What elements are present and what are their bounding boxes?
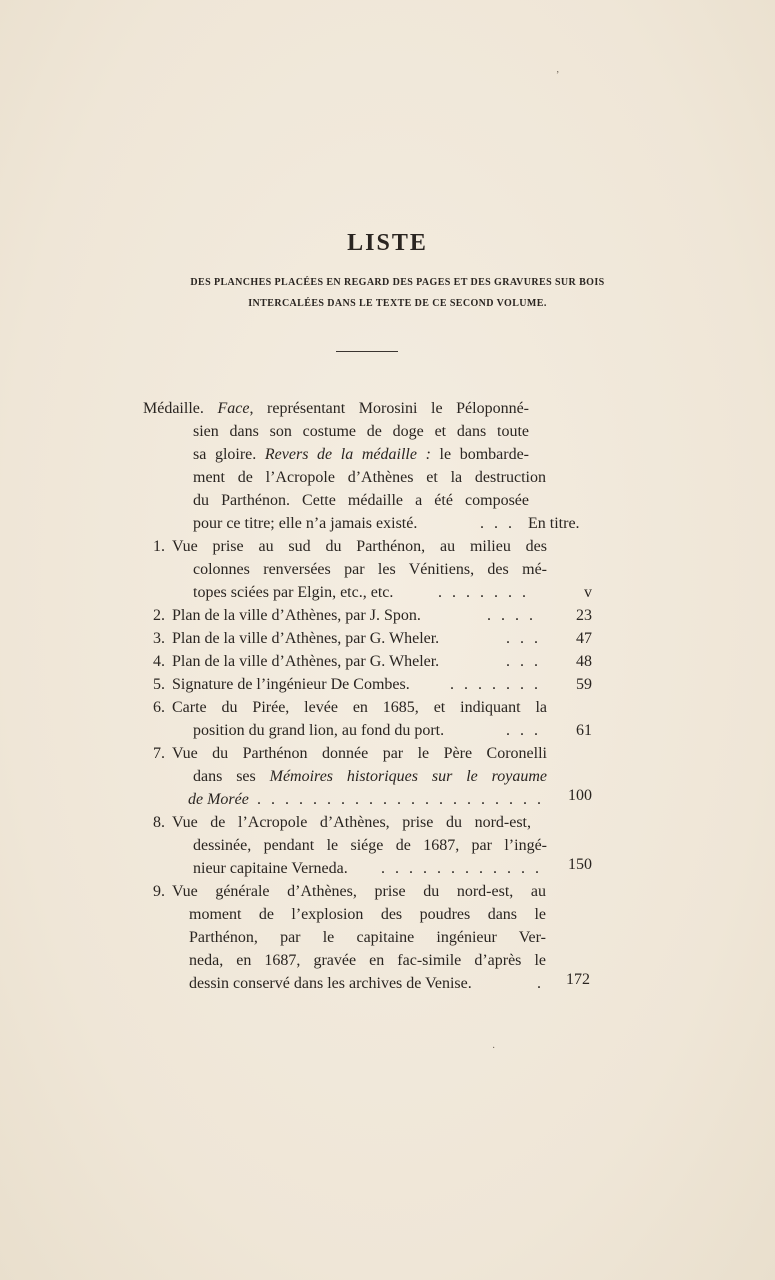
entry-page-number: 23 — [576, 607, 592, 624]
entry-dots: . . . . . . . — [450, 676, 541, 693]
entry-line: Plan de la ville d’Athènes, par G. Wheler. — [172, 630, 440, 647]
medaille-line-6: pour ce titre; elle n’a jamais existé. — [193, 515, 418, 532]
entry-page-number: 47 — [576, 630, 592, 647]
entry-dots: . . . . . . . — [438, 584, 529, 601]
entry-line: Carte du Pirée, levée en 1685, et indiquant la — [172, 699, 547, 716]
entry-number: 4. — [153, 653, 165, 670]
entry-line: Vue du Parthénon donnée par le Père Coronelli — [172, 745, 547, 762]
entry-line: Plan de la ville d’Athènes, par G. Wheler. — [172, 653, 440, 670]
entry-line: moment de l’explosion des poudres dans le — [189, 906, 546, 923]
paper-speck: · — [492, 1043, 496, 1054]
entry-dots: . . . — [506, 653, 541, 670]
entry-line: Signature de l’ingénieur De Combes. — [172, 676, 410, 693]
entry-line: topes sciées par Elgin, etc., etc. — [193, 584, 394, 601]
entry-line: dessinée, pendant le siége de 1687, par l’ingé- — [193, 837, 547, 854]
entry-page-number: v — [584, 584, 592, 601]
entry-line: Parthénon, par le capitaine ingénieur Ver- — [189, 929, 546, 946]
entry-line: neda, en 1687, gravée en fac-simile d’après le — [189, 952, 546, 969]
entry-line: Vue prise au sud du Parthénon, au milieu des — [172, 538, 547, 555]
entry-number: 2. — [153, 607, 165, 624]
entry-number: 1. — [153, 538, 165, 555]
entry-number: 9. — [153, 883, 165, 900]
entry-line: dans ses Mémoires historiques sur le royaume — [193, 768, 547, 785]
entry-line: Vue de l’Acropole d’Athènes, prise du nord-est, — [172, 814, 531, 831]
entry-number: 8. — [153, 814, 165, 831]
entry-dots: . . . — [506, 630, 541, 647]
entry-page-number: 48 — [576, 653, 592, 670]
medaille-page-ref: En titre. — [528, 515, 580, 532]
entry-line: position du grand lion, au fond du port. — [193, 722, 445, 739]
divider-rule — [336, 351, 398, 352]
entry-dots: . . . . — [487, 607, 536, 624]
entry-line: de Morée — [188, 791, 249, 808]
medaille-line-3: sa gloire. Revers de la médaille : le bombarde- — [193, 446, 530, 463]
entry-number: 5. — [153, 676, 165, 693]
entry-number: 7. — [153, 745, 165, 762]
entry-page-number: 61 — [576, 722, 592, 739]
medaille-dots: . . . — [480, 515, 515, 532]
paper-speck: ʼ — [556, 70, 560, 81]
entry-page-number: 150 — [568, 856, 592, 873]
medaille-line-4: ment de l’Acropole d’Athènes et la destruction — [193, 469, 546, 486]
medaille-line-2: sien dans son costume de doge et dans toute — [193, 423, 529, 440]
entry-line: Vue générale d’Athènes, prise du nord-est, au — [172, 883, 546, 900]
entry-page-number: 59 — [576, 676, 592, 693]
entry-line: Plan de la ville d’Athènes, par J. Spon. — [172, 607, 421, 624]
subtitle-line-1: DES PLANCHES PLACÉES EN REGARD DES PAGES ET DES GRAVURES SUR BOIS — [190, 277, 605, 288]
entry-dots: . . . . . . . . . . . . — [381, 860, 542, 877]
medaille-line-5: du Parthénon. Cette médaille a été composée — [193, 492, 529, 509]
entry-number: 3. — [153, 630, 165, 647]
entry-line: dessin conservé dans les archives de Venise. — [189, 975, 472, 992]
page-title: LISTE — [347, 230, 428, 256]
entry-page-number: 100 — [568, 787, 592, 804]
entry-line: nieur capitaine Verneda. — [193, 860, 348, 877]
subtitle-line-2: INTERCALÉES DANS LE TEXTE DE CE SECOND VOLUME. — [248, 298, 547, 309]
entry-page-number: 172 — [566, 971, 590, 988]
page-subtitle — [130, 272, 665, 314]
entry-dots: . . . . . . . . . . . . . . . . . . . . . — [257, 791, 544, 808]
medaille-line-1: Médaille. Face, représentant Morosini le Péloponné- — [143, 400, 529, 417]
entry-dots: . . . — [506, 722, 541, 739]
entry-line: colonnes renversées par les Vénitiens, des mé- — [193, 561, 547, 578]
entry-dots: . — [537, 975, 544, 992]
entry-number: 6. — [153, 699, 165, 716]
